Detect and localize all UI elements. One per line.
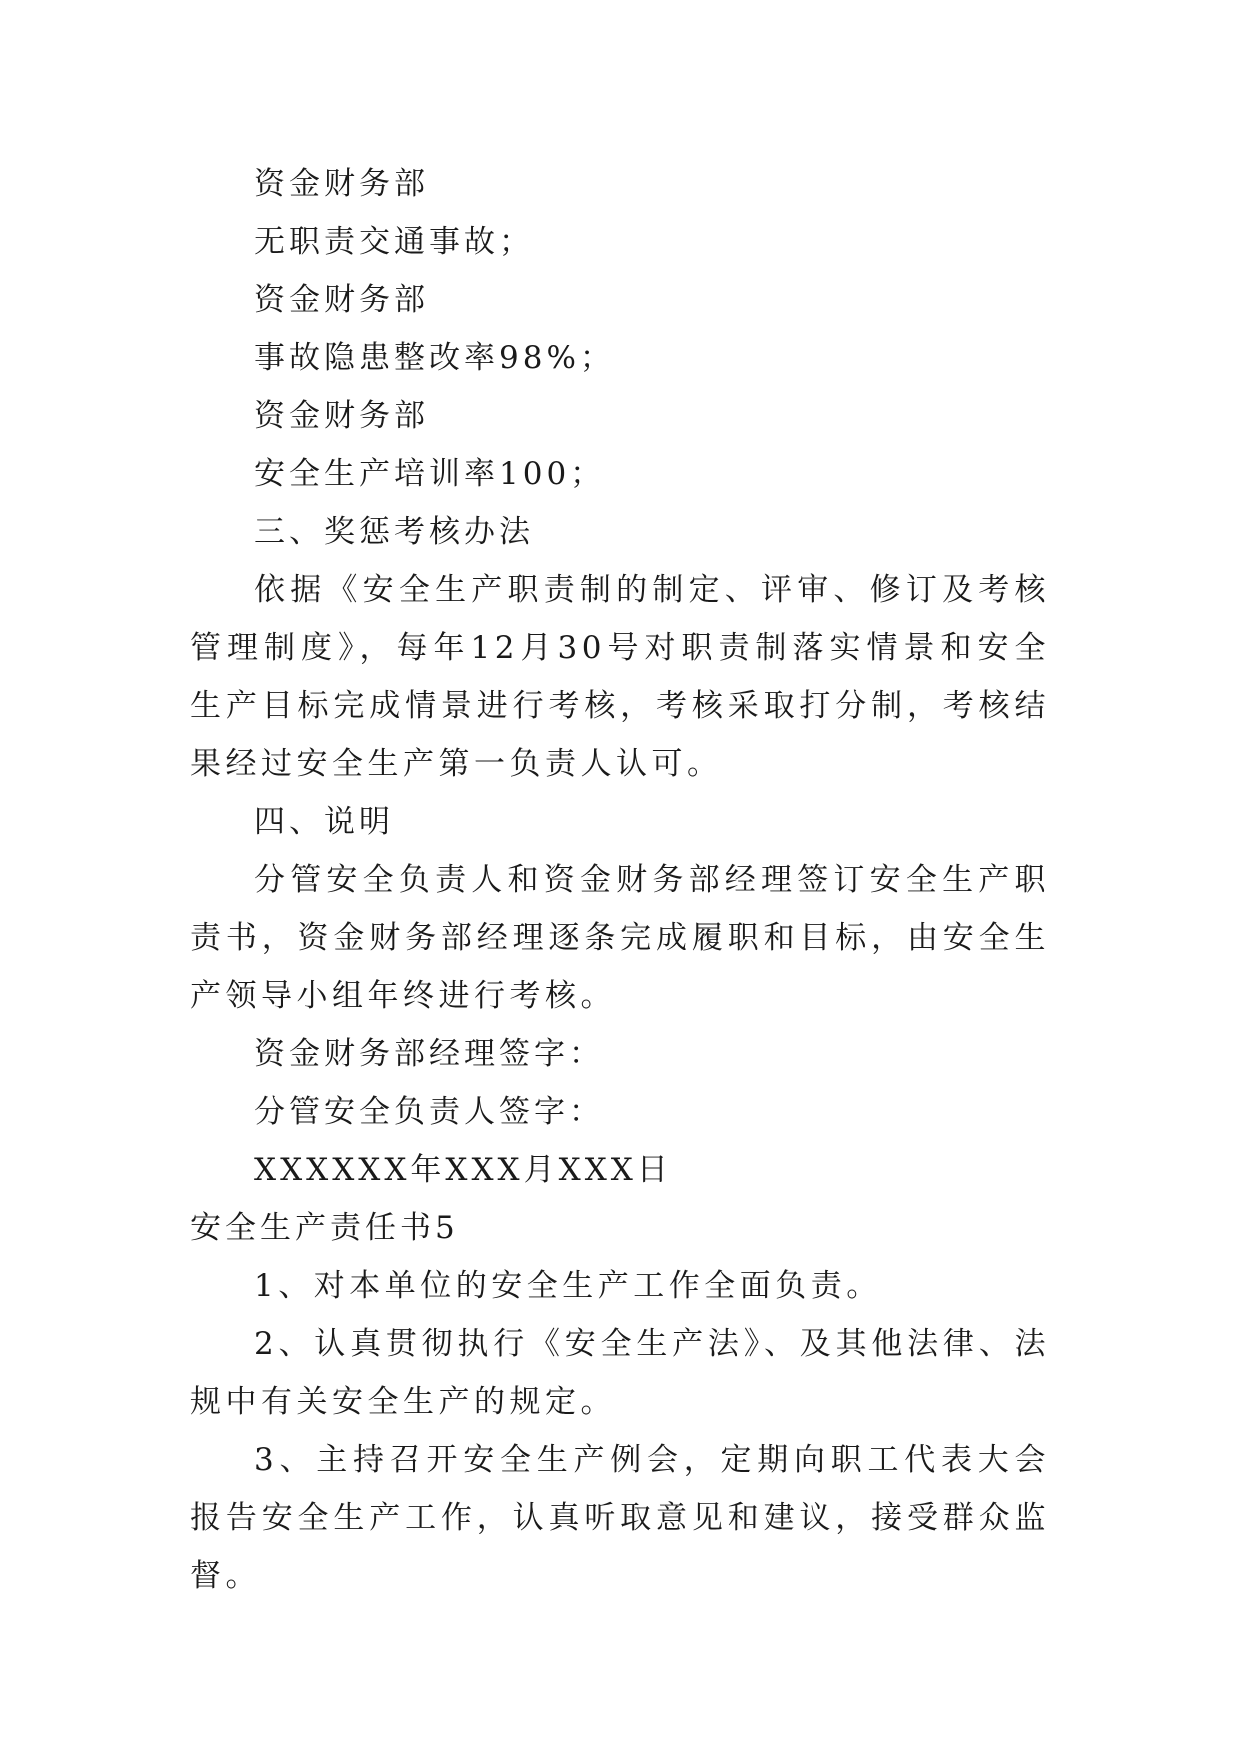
section-heading-rewards: 三、奖惩考核办法 <box>254 514 534 550</box>
target-hazard-rectification-rate: 事故隐患整改率98%； <box>254 340 615 376</box>
date-line: XXXXXX年XXX月XXX日 <box>254 1152 672 1188</box>
target-training-rate: 安全生产培训率100； <box>254 456 606 492</box>
document-title: 安全生产责任书5 <box>190 1210 459 1246</box>
target-no-traffic-accident: 无职责交通事故； <box>254 224 534 260</box>
section-heading-description: 四、说明 <box>254 804 394 840</box>
document-body <box>190 155 1050 1605</box>
manager-signature-line: 资金财务部经理签字： <box>254 1036 604 1072</box>
dept-label: 资金财务部 <box>254 166 429 202</box>
list-item: 2、认真贯彻执行《安全生产法》、及其他法律、法规中有关安全生产的规定。 <box>190 1326 1050 1420</box>
assessment-paragraph: 依据《安全生产职责制的制定、评审、修订及考核管理制度》，每年12月30号对职责制落实情景和安全生产目标完成情景进行考核，考核采取打分制，考核结果经过安全生产第一负责人认可。 <box>190 572 1050 782</box>
description-paragraph: 分管安全负责人和资金财务部经理签订安全生产职责书，资金财务部经理逐条完成履职和目标，由安全生产领导小组年终进行考核。 <box>190 862 1050 1014</box>
list-item: 1、对本单位的安全生产工作全面负责。 <box>254 1268 882 1304</box>
leader-signature-line: 分管安全负责人签字： <box>254 1094 604 1130</box>
dept-label: 资金财务部 <box>254 398 429 434</box>
list-item: 3、主持召开安全生产例会，定期向职工代表大会报告安全生产工作，认真听取意见和建议，接受群众监督。 <box>190 1442 1050 1594</box>
dept-label: 资金财务部 <box>254 282 429 318</box>
